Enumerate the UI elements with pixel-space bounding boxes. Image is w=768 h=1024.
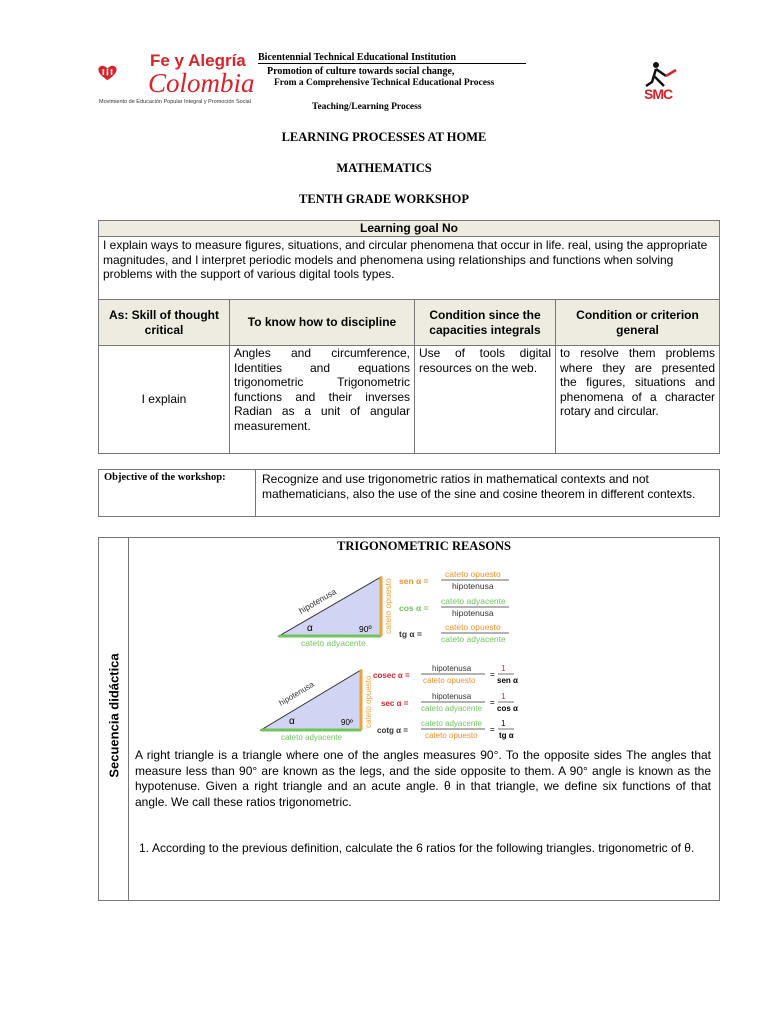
col-header-know-how: To know how to discipline <box>230 300 415 346</box>
logo-tagline: Movimiento de Educación Popular Integral y Promoción Social <box>99 99 251 105</box>
sec-den: cateto adyacente <box>421 704 482 713</box>
cell-condition-general: to resolve them problems where they are presented the figures, situations and phenomena of a character rotary and circular. <box>556 346 720 454</box>
institution-process: From a Comprehensive Technical Educational Process <box>274 78 495 88</box>
institution-motto: Promotion of culture towards social change, <box>267 66 455 77</box>
svg-text:=: = <box>490 725 495 734</box>
logo-country: Colombia <box>148 68 255 98</box>
tg-num: cateto opuesto <box>445 622 501 632</box>
cos-num: cateto adyacente <box>441 596 506 606</box>
sec-r-den: cos α <box>497 704 518 713</box>
cos-den: hipotenusa <box>452 608 494 618</box>
page-title-workshop: TENTH GRADE WORKSHOP <box>299 192 469 206</box>
cotg-num: cateto adyacente <box>421 719 482 728</box>
right-angle-label: 90º <box>359 624 372 634</box>
cell-skill: I explain <box>99 346 230 454</box>
sec-label: sec α = <box>381 699 409 708</box>
sen-label: sen α = <box>399 576 429 586</box>
objective-label: Objective of the workshop: <box>99 470 256 517</box>
svg-text:α: α <box>289 716 295 727</box>
svg-text:hipotenusa: hipotenusa <box>277 679 316 708</box>
svg-text:90º: 90º <box>341 718 353 727</box>
reciprocal-ratios-figure <box>249 658 559 744</box>
adj-label: cateto adyacente <box>301 638 366 648</box>
svg-text:cateto adyacente: cateto adyacente <box>281 733 342 742</box>
sec-r-num: 1 <box>501 692 506 701</box>
svg-text:=: = <box>490 698 495 707</box>
teaching-process: Teaching/Learning Process <box>312 102 422 112</box>
didactic-sequence-box <box>98 537 720 901</box>
definition-paragraph: A right triangle is a triangle where one of the angles measures 90°. To the opposite sides The angles that measure less than 90° are known as the legs, and the side opposite to them. A 90° angle is known as the hypotenuse. Given a right triangle and an acute angle. θ in that triangle, we define six functions of that angle. We call these ratios trigonometric. <box>135 748 711 809</box>
cos-label: cos α = <box>399 603 429 613</box>
svg-text:=: = <box>490 670 495 679</box>
objective-table <box>98 469 720 517</box>
cell-know-how: Angles and circumference, Identities and equations trigonometric Trigonometric functions and their inverses Radian as a unit of angular measurement. <box>230 346 415 454</box>
cotg-den: cateto opuesto <box>425 731 478 740</box>
goal-text: I explain ways to measure figures, situations, and circular phenomena that occur in life. real, using the appropriate magnitudes, and I interpret periodic models and phenomena using relationships and functions when solving problems with the support of various digital tools types. <box>99 237 720 300</box>
smc-logo-text: SMC <box>644 86 673 102</box>
objective-text: Recognize and use trigonometric ratios in mathematical contexts and not mathematicians, also the use of the sine and cosine theorem in different contexts. <box>256 470 720 517</box>
cosec-num: hipotenusa <box>432 664 472 673</box>
institution-name: Bicentennial Technical Educational Institution <box>258 52 526 64</box>
side-label-column <box>99 538 129 900</box>
cosec-label: cosec α = <box>373 671 410 680</box>
cotg-label: cotg α = <box>377 726 408 735</box>
side-label: Secuencia didáctica <box>106 653 122 778</box>
goal-header: Learning goal No <box>99 221 720 237</box>
col-header-condition-general: Condition or criterion general <box>556 300 720 346</box>
cotg-r-num: 1 <box>501 719 506 728</box>
cotg-r-den: tg α <box>499 731 514 740</box>
smc-logo <box>636 60 692 112</box>
trig-ratios-figure <box>249 564 559 648</box>
col-header-skill: As: Skill of thought critical <box>99 300 230 346</box>
exercise-text: According to the previous definition, calculate the 6 ratios for the following triangles. trigonometric of θ. <box>152 841 695 855</box>
tg-den: cateto adyacente <box>441 634 506 644</box>
col-header-condition-capacities: Condition since the capacities integrals <box>415 300 556 346</box>
page-title-learning: LEARNING PROCESSES AT HOME <box>281 130 487 144</box>
hyp-label: hipotenusa <box>297 586 339 616</box>
logo-brand: Fe y Alegría <box>150 51 246 70</box>
section-heading: TRIGONOMETRIC REASONS <box>337 539 511 553</box>
cosec-r-num: 1 <box>501 664 506 673</box>
sec-num: hipotenusa <box>432 692 472 701</box>
learning-goal-table <box>98 220 720 454</box>
sen-den: hipotenusa <box>452 581 494 591</box>
page-title-subject: MATHEMATICS <box>336 161 432 175</box>
exercise-number: 1. <box>139 841 150 855</box>
exercise-list-item <box>139 841 709 857</box>
fe-y-alegria-logo <box>97 52 153 98</box>
cosec-den: cateto opuesto <box>423 676 476 685</box>
alpha-label: α <box>307 623 313 634</box>
sen-num: cateto opuesto <box>445 569 501 579</box>
opp-label: cateto opuesto <box>383 578 393 634</box>
tg-label: tg α = <box>399 629 422 639</box>
svg-text:cateto opuesto: cateto opuesto <box>364 675 373 728</box>
cosec-r-den: sen α <box>497 676 518 685</box>
cell-condition-capacities: Use of tools digital resources on the web. <box>415 346 556 454</box>
